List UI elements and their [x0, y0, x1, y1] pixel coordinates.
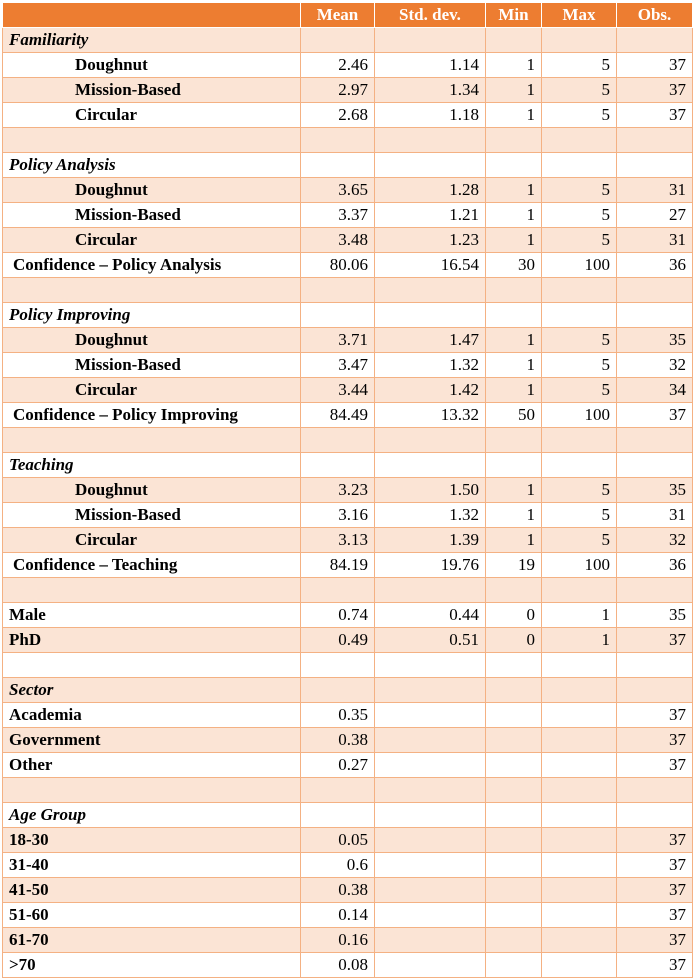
cell-max [542, 903, 617, 928]
header-cell-mean: Mean [301, 3, 375, 28]
cell-min [486, 928, 542, 953]
cell-min [486, 128, 542, 153]
cell-min [486, 828, 542, 853]
cell-mean: 0.35 [301, 703, 375, 728]
row-label: 41-50 [3, 878, 301, 903]
spacer-row [3, 778, 693, 803]
cell-min [486, 153, 542, 178]
cell-max: 1 [542, 603, 617, 628]
cell-obs: 37 [617, 853, 693, 878]
table-row [3, 728, 693, 753]
cell-obs [617, 653, 693, 678]
cell-obs: 31 [617, 178, 693, 203]
table-row [3, 928, 693, 953]
cell-mean [301, 278, 375, 303]
cell-std-dev: 1.23 [375, 228, 486, 253]
cell-std-dev [375, 803, 486, 828]
cell-min: 1 [486, 353, 542, 378]
cell-std-dev [375, 153, 486, 178]
row-label [3, 778, 301, 803]
cell-obs: 37 [617, 78, 693, 103]
cell-obs: 35 [617, 603, 693, 628]
cell-obs [617, 778, 693, 803]
cell-std-dev: 1.32 [375, 503, 486, 528]
cell-min [486, 653, 542, 678]
cell-max [542, 728, 617, 753]
row-label: Government [3, 728, 301, 753]
table-row [3, 103, 693, 128]
cell-max [542, 703, 617, 728]
cell-max [542, 653, 617, 678]
cell-obs: 37 [617, 903, 693, 928]
cell-min: 0 [486, 603, 542, 628]
spacer-row [3, 653, 693, 678]
cell-obs: 31 [617, 228, 693, 253]
section-label: Age Group [3, 803, 301, 828]
cell-obs [617, 278, 693, 303]
cell-obs: 37 [617, 703, 693, 728]
row-label: Circular [3, 103, 301, 128]
cell-max [542, 428, 617, 453]
table-row [3, 228, 693, 253]
cell-max [542, 853, 617, 878]
cell-std-dev: 16.54 [375, 253, 486, 278]
cell-obs: 35 [617, 328, 693, 353]
cell-obs: 37 [617, 753, 693, 778]
cell-std-dev [375, 678, 486, 703]
cell-max [542, 878, 617, 903]
cell-mean [301, 653, 375, 678]
cell-obs [617, 153, 693, 178]
row-label [3, 653, 301, 678]
table-row [3, 603, 693, 628]
cell-min: 1 [486, 478, 542, 503]
cell-min: 50 [486, 403, 542, 428]
section-label: Teaching [3, 453, 301, 478]
cell-max [542, 578, 617, 603]
table-row [3, 378, 693, 403]
cell-max: 5 [542, 78, 617, 103]
table-row [3, 53, 693, 78]
table-row [3, 528, 693, 553]
cell-min: 0 [486, 628, 542, 653]
row-label: Doughnut [3, 328, 301, 353]
cell-min: 19 [486, 553, 542, 578]
cell-obs: 35 [617, 478, 693, 503]
table-row [3, 628, 693, 653]
cell-max [542, 278, 617, 303]
cell-max [542, 753, 617, 778]
section-label: Sector [3, 678, 301, 703]
cell-obs: 37 [617, 403, 693, 428]
section-label: Policy Improving [3, 303, 301, 328]
cell-min: 1 [486, 228, 542, 253]
cell-mean: 0.14 [301, 903, 375, 928]
row-label: Academia [3, 703, 301, 728]
cell-obs [617, 578, 693, 603]
cell-std-dev: 1.50 [375, 478, 486, 503]
cell-max: 100 [542, 553, 617, 578]
row-label: Circular [3, 378, 301, 403]
cell-mean [301, 303, 375, 328]
cell-min: 1 [486, 103, 542, 128]
cell-obs [617, 803, 693, 828]
cell-std-dev [375, 878, 486, 903]
row-label [3, 128, 301, 153]
header-cell-max: Max [542, 3, 617, 28]
row-label: Mission-Based [3, 78, 301, 103]
spacer-row [3, 128, 693, 153]
cell-obs [617, 303, 693, 328]
cell-min: 1 [486, 378, 542, 403]
cell-max: 5 [542, 378, 617, 403]
section-label: Policy Analysis [3, 153, 301, 178]
cell-mean: 3.37 [301, 203, 375, 228]
cell-min: 30 [486, 253, 542, 278]
cell-obs [617, 128, 693, 153]
row-label: Confidence – Policy Analysis [3, 253, 301, 278]
row-label: Circular [3, 528, 301, 553]
cell-mean: 0.38 [301, 728, 375, 753]
cell-obs: 37 [617, 103, 693, 128]
cell-std-dev: 0.51 [375, 628, 486, 653]
cell-max: 5 [542, 328, 617, 353]
row-label [3, 428, 301, 453]
cell-obs: 32 [617, 353, 693, 378]
cell-mean: 0.6 [301, 853, 375, 878]
row-label [3, 278, 301, 303]
cell-mean: 84.49 [301, 403, 375, 428]
cell-std-dev [375, 953, 486, 978]
cell-mean [301, 678, 375, 703]
cell-max: 5 [542, 53, 617, 78]
cell-obs: 32 [617, 528, 693, 553]
cell-std-dev [375, 728, 486, 753]
row-label [3, 578, 301, 603]
cell-mean: 3.47 [301, 353, 375, 378]
cell-max [542, 453, 617, 478]
cell-std-dev [375, 453, 486, 478]
cell-mean: 3.65 [301, 178, 375, 203]
section-header-row [3, 303, 693, 328]
cell-obs: 37 [617, 628, 693, 653]
cell-obs [617, 428, 693, 453]
cell-obs: 37 [617, 828, 693, 853]
cell-min [486, 803, 542, 828]
cell-std-dev [375, 703, 486, 728]
section-header-row [3, 678, 693, 703]
cell-mean: 3.44 [301, 378, 375, 403]
spacer-row [3, 278, 693, 303]
cell-mean: 0.74 [301, 603, 375, 628]
section-label: Familiarity [3, 28, 301, 53]
cell-mean [301, 578, 375, 603]
cell-mean: 3.48 [301, 228, 375, 253]
cell-mean [301, 128, 375, 153]
row-label: Doughnut [3, 478, 301, 503]
header-cell-std-dev: Std. dev. [375, 3, 486, 28]
table-row [3, 853, 693, 878]
table-row [3, 478, 693, 503]
cell-min [486, 778, 542, 803]
table-row [3, 178, 693, 203]
cell-mean: 0.16 [301, 928, 375, 953]
cell-min [486, 903, 542, 928]
table-body [3, 28, 693, 978]
cell-std-dev: 1.21 [375, 203, 486, 228]
cell-std-dev: 1.28 [375, 178, 486, 203]
cell-std-dev: 1.34 [375, 78, 486, 103]
cell-max: 100 [542, 403, 617, 428]
cell-obs: 37 [617, 53, 693, 78]
cell-max: 5 [542, 503, 617, 528]
cell-mean: 2.97 [301, 78, 375, 103]
cell-obs: 31 [617, 503, 693, 528]
cell-mean [301, 803, 375, 828]
table-row [3, 78, 693, 103]
cell-max [542, 303, 617, 328]
cell-std-dev [375, 778, 486, 803]
cell-mean: 3.71 [301, 328, 375, 353]
cell-std-dev: 13.32 [375, 403, 486, 428]
cell-max [542, 953, 617, 978]
cell-mean: 3.13 [301, 528, 375, 553]
cell-min: 1 [486, 203, 542, 228]
cell-std-dev: 1.42 [375, 378, 486, 403]
table-row [3, 353, 693, 378]
cell-max [542, 128, 617, 153]
row-label: Confidence – Policy Improving [3, 403, 301, 428]
cell-obs: 36 [617, 553, 693, 578]
cell-std-dev [375, 903, 486, 928]
cell-min [486, 278, 542, 303]
section-header-row [3, 28, 693, 53]
header-row [3, 3, 693, 28]
cell-obs: 37 [617, 953, 693, 978]
cell-obs: 37 [617, 928, 693, 953]
row-label: 51-60 [3, 903, 301, 928]
cell-max [542, 153, 617, 178]
cell-mean: 0.05 [301, 828, 375, 853]
cell-min [486, 28, 542, 53]
table-row [3, 878, 693, 903]
table-row [3, 203, 693, 228]
section-header-row [3, 153, 693, 178]
row-label: >70 [3, 953, 301, 978]
cell-mean: 2.68 [301, 103, 375, 128]
cell-min [486, 728, 542, 753]
cell-mean [301, 428, 375, 453]
summary-statistics-table [2, 2, 693, 978]
cell-min [486, 453, 542, 478]
cell-std-dev [375, 578, 486, 603]
row-label: Mission-Based [3, 203, 301, 228]
header-cell-obs: Obs. [617, 3, 693, 28]
cell-min [486, 678, 542, 703]
cell-min [486, 303, 542, 328]
cell-std-dev: 1.47 [375, 328, 486, 353]
cell-std-dev [375, 28, 486, 53]
table-row [3, 953, 693, 978]
row-label: Other [3, 753, 301, 778]
cell-obs: 34 [617, 378, 693, 403]
table-row [3, 403, 693, 428]
row-label: Doughnut [3, 53, 301, 78]
cell-mean [301, 453, 375, 478]
cell-mean: 0.38 [301, 878, 375, 903]
row-label: Male [3, 603, 301, 628]
cell-max [542, 778, 617, 803]
cell-std-dev: 19.76 [375, 553, 486, 578]
row-label: Mission-Based [3, 353, 301, 378]
row-label: Confidence – Teaching [3, 553, 301, 578]
cell-mean: 3.23 [301, 478, 375, 503]
header-cell-label [3, 3, 301, 28]
table-row [3, 553, 693, 578]
cell-std-dev [375, 428, 486, 453]
cell-min: 1 [486, 503, 542, 528]
cell-min: 1 [486, 328, 542, 353]
cell-mean: 0.49 [301, 628, 375, 653]
cell-std-dev: 1.32 [375, 353, 486, 378]
cell-std-dev [375, 853, 486, 878]
row-label: Circular [3, 228, 301, 253]
row-label: Mission-Based [3, 503, 301, 528]
table-row [3, 503, 693, 528]
cell-std-dev [375, 128, 486, 153]
cell-max: 5 [542, 178, 617, 203]
cell-max: 100 [542, 253, 617, 278]
table-row [3, 828, 693, 853]
table-row [3, 903, 693, 928]
cell-obs: 36 [617, 253, 693, 278]
cell-max [542, 28, 617, 53]
cell-min [486, 878, 542, 903]
cell-mean [301, 778, 375, 803]
cell-max: 1 [542, 628, 617, 653]
cell-max: 5 [542, 528, 617, 553]
cell-obs: 37 [617, 728, 693, 753]
cell-std-dev: 1.18 [375, 103, 486, 128]
cell-mean: 3.16 [301, 503, 375, 528]
cell-min: 1 [486, 178, 542, 203]
cell-min: 1 [486, 53, 542, 78]
cell-obs [617, 453, 693, 478]
cell-min [486, 853, 542, 878]
cell-max: 5 [542, 228, 617, 253]
cell-min [486, 953, 542, 978]
cell-std-dev [375, 753, 486, 778]
cell-std-dev: 0.44 [375, 603, 486, 628]
cell-max [542, 803, 617, 828]
row-label: 31-40 [3, 853, 301, 878]
cell-obs: 27 [617, 203, 693, 228]
row-label: 61-70 [3, 928, 301, 953]
cell-mean: 0.08 [301, 953, 375, 978]
cell-std-dev [375, 828, 486, 853]
cell-obs: 37 [617, 878, 693, 903]
cell-max [542, 928, 617, 953]
section-header-row [3, 803, 693, 828]
cell-min: 1 [486, 528, 542, 553]
cell-max: 5 [542, 478, 617, 503]
cell-max: 5 [542, 353, 617, 378]
cell-std-dev [375, 928, 486, 953]
cell-min [486, 578, 542, 603]
cell-std-dev: 1.14 [375, 53, 486, 78]
cell-mean: 2.46 [301, 53, 375, 78]
row-label: PhD [3, 628, 301, 653]
cell-max [542, 678, 617, 703]
cell-std-dev [375, 303, 486, 328]
header-cell-min: Min [486, 3, 542, 28]
spacer-row [3, 578, 693, 603]
table-row [3, 253, 693, 278]
cell-mean: 0.27 [301, 753, 375, 778]
cell-std-dev [375, 278, 486, 303]
cell-mean [301, 153, 375, 178]
section-header-row [3, 453, 693, 478]
table-row [3, 703, 693, 728]
cell-min [486, 703, 542, 728]
cell-min [486, 428, 542, 453]
row-label: 18-30 [3, 828, 301, 853]
cell-obs [617, 678, 693, 703]
table-row [3, 753, 693, 778]
cell-max [542, 828, 617, 853]
spacer-row [3, 428, 693, 453]
cell-min: 1 [486, 78, 542, 103]
cell-min [486, 753, 542, 778]
cell-max: 5 [542, 203, 617, 228]
cell-obs [617, 28, 693, 53]
cell-std-dev [375, 653, 486, 678]
row-label: Doughnut [3, 178, 301, 203]
cell-std-dev: 1.39 [375, 528, 486, 553]
cell-mean: 80.06 [301, 253, 375, 278]
cell-mean: 84.19 [301, 553, 375, 578]
cell-max: 5 [542, 103, 617, 128]
table-row [3, 328, 693, 353]
cell-mean [301, 28, 375, 53]
